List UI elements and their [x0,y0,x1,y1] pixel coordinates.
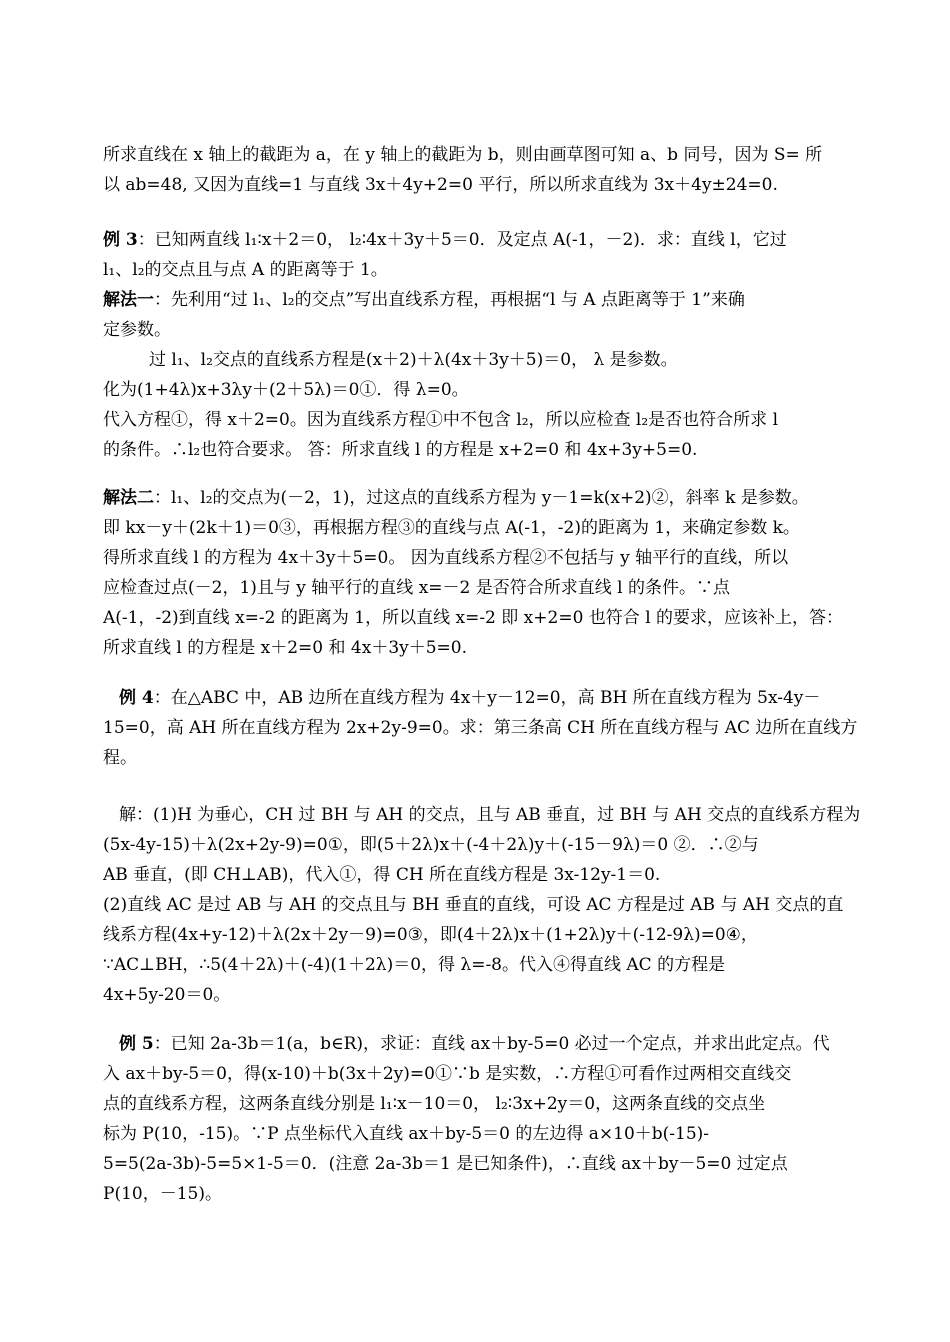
example-4-line-2: 15=0，高 AH 所在直线方程为 2x+2y-9=0。求：第三条高 CH 所在直线方程与 AC 边所在直线方 [103,718,858,738]
solution-line-5: 线系方程(4x+y-12)＋λ(2x＋2y－9)=0③，即(4＋2λ)x＋(1+2λ)y＋(-12-9λ)=0④， [103,925,758,945]
example-5-line-4: 标为 P(10，-15)。∵P 点坐标代入直线 ax＋by-5＝0 的左边得 a×10＋b(-15)- [103,1124,710,1144]
solution-line-3: AB 垂直，(即 CH⊥AB)，代入①，得 CH 所在直线方程是 3x-12y-1＝0. [103,865,661,885]
example-5-line-6: P(10，－15)。 [103,1184,222,1204]
method-2-line-3: 得所求直线 l 的方程为 4x＋3y＋5=0。 因为直线系方程②不包括与 y 轴平行的直线，所以 [103,548,789,568]
example-4 [103,683,858,773]
method-1-line-1: 解法一：先利用“过 l₁、l₂的交点”写出直线系方程，再根据“l 与 A 点距离等于 1”来确 [103,290,745,310]
solution-line-2: (5x-4y-15)＋λ(2x+2y-9)=0①，即(5＋2λ)x＋(-4＋2λ)y＋(-15－9λ)＝0 ②．∴②与 [103,835,759,855]
example-5-line-2: 入 ax＋by-5＝0，得(x-10)＋b(3x＋2y)=0①∵b 是实数，∴方程①可看作过两相交直线交 [103,1064,792,1084]
method-2-line-4: 应检查过点(－2，1)且与 y 轴平行的直线 x=－2 是否符合所求直线 l 的条件。∵点 [103,578,731,598]
solution-line-6: ∵AC⊥BH，∴5(4＋2λ)＋(-4)(1＋2λ)＝0，得 λ=-8。代入④得直线 AC 的方程是 [103,955,726,975]
example-3-label: 例 3 [103,230,138,250]
example-4-label: 例 4 [119,688,154,708]
example-4-line-1: 例 4：在△ABC 中，AB 边所在直线方程为 4x＋y－12=0，高 BH 所在直线方程为 5x-4y－ [119,688,821,708]
method-2-label: 解法二 [103,488,154,508]
example-5 [103,1029,851,1209]
intro-line-1: 所求直线在 x 轴上的截距为 a，在 y 轴上的截距为 b，则由画草图可知 a、b 同号，因为 S= 所 [103,145,823,165]
example-5-line-5: 5=5(2a-3b)-5=5×1-5＝0．(注意 2a-3b＝1 是已知条件)，∴直线 ax＋by－5=0 过定点 [103,1154,788,1174]
example-5-line-3: 点的直线系方程，这两条直线分别是 l₁∶x－10＝0， l₂∶3x+2y＝0，这两条直线的交点坐 [103,1094,766,1114]
solution-line-4: (2)直线 AC 是过 AB 与 AH 的交点且与 BH 垂直的直线，可设 AC 方程是过 AB 与 AH 交点的直 [103,895,844,915]
method-1-line-2: 定参数。 [103,320,171,340]
example-3-statement-line-1: 例 3：已知两直线 l₁∶x＋2＝0， l₂∶4x＋3y＋5＝0．及定点 A(-1，－2)．求：直线 l，它过 [103,230,787,250]
solution-line-1: 解：(1)H 为垂心，CH 过 BH 与 AH 的交点，且与 AB 垂直，过 BH 与 AH 交点的直线系方程为 [119,805,861,825]
intro-paragraph [103,140,851,200]
method-1-line-4: 化为(1+4λ)x+3λy＋(2＋5λ)＝0①．得 λ=0。 [103,380,469,400]
method-2-line-1: 解法二：l₁、l₂的交点为(－2，1)，过这点的直线系方程为 y－1=k(x+2)②，斜率 k 是参数。 [103,488,809,508]
example-5-label: 例 5 [119,1034,154,1054]
solution-line-7: 4x+5y-20＝0。 [103,985,231,1005]
method-2-line-2: 即 kx－y＋(2k＋1)＝0③，再根据方程③的直线与点 A(-1，-2)的距离为 1，来确定参数 k。 [103,518,800,538]
example-3-statement-line-2: l₁、l₂的交点且与点 A 的距离等于 1。 [103,260,388,280]
method-1-line-5: 代入方程①，得 x＋2=0。因为直线系方程①中不包含 l₂，所以应检查 l₂是否也符合所求 l [103,410,779,430]
example-4-solution [103,800,861,1010]
example-4-line-3: 程。 [103,748,137,768]
method-2-line-5: A(-1，-2)到直线 x=-2 的距离为 1，所以直线 x=-2 即 x+2=0 也符合 l 的要求，应该补上，答： [103,608,844,628]
method-1-line-6: 的条件。∴l₂也符合要求。 答：所求直线 l 的方程是 x+2=0 和 4x+3y+5=0. [103,440,698,460]
method-1-label: 解法一 [103,290,154,310]
example-3 [103,225,851,465]
method-2 [103,483,851,663]
intro-line-2: 以 ab=48, 又因为直线=1 与直线 3x＋4y+2=0 平行，所以所求直线为 3x＋4y±24=0. [103,175,778,195]
method-1-line-3: 过 l₁、l₂交点的直线系方程是(x＋2)＋λ(4x＋3y＋5)＝0， λ 是参数。 [149,350,678,370]
method-2-line-6: 所求直线 l 的方程是 x＋2=0 和 4x＋3y＋5=0. [103,638,468,658]
example-5-line-1: 例 5：已知 2a-3b＝1(a，b∈R)，求证：直线 ax＋by-5=0 必过一个定点，并求出此定点。代 [119,1034,830,1054]
